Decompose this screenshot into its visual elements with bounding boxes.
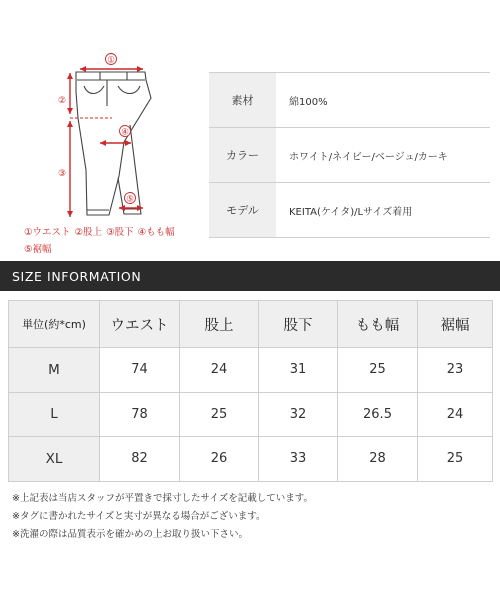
size-information-banner [0, 261, 500, 291]
legend-thigh: ④もも幅 [137, 227, 175, 238]
table-cell: 24 [418, 392, 493, 437]
waist-measure-line [80, 66, 143, 72]
table-cell: 25 [180, 392, 259, 437]
spec-value: ホワイト/ネイビー/ベージュ/カーキ [289, 151, 448, 163]
marker-1: ① [107, 55, 115, 66]
table-cell: 31 [259, 348, 338, 393]
table-cell: 74 [100, 348, 180, 393]
waist-header: ウエスト [100, 301, 180, 348]
marker-5: ⑤ [126, 194, 134, 205]
legend-hem: ⑤裾幅 [24, 244, 52, 255]
table-cell: 26 [180, 437, 259, 482]
size-label: M [9, 348, 100, 393]
table-cell: 25 [338, 348, 418, 393]
spec-label: モデル [209, 183, 276, 237]
size-label: L [9, 392, 100, 437]
marker-4: ④ [121, 127, 129, 138]
thigh-header: もも幅 [338, 301, 418, 348]
table-cell: 33 [259, 437, 338, 482]
table-row [9, 348, 493, 393]
measurement-legend [24, 224, 214, 258]
spec-row-model [209, 183, 490, 238]
spec-row-material [209, 73, 490, 128]
table-cell: 82 [100, 437, 180, 482]
legend-rise: ②股上 [74, 227, 103, 238]
table-cell: 28 [338, 437, 418, 482]
rise-measure-line [67, 73, 73, 114]
product-spec-table [209, 72, 490, 238]
size-table-header-row [9, 301, 493, 348]
legend-waist: ①ウエスト [24, 227, 71, 238]
spec-row-color [209, 128, 490, 183]
spec-label: 素材 [209, 73, 276, 127]
table-row [9, 437, 493, 482]
table-cell: 25 [418, 437, 493, 482]
inseam-header: 股下 [259, 301, 338, 348]
note-measurement: ※上記表は当店スタッフが平置きで採寸したサイズを記載しています。 [12, 493, 313, 504]
unit-header: 単位(約*cm) [9, 301, 100, 348]
table-cell: 32 [259, 392, 338, 437]
legend-inseam: ③股下 [106, 227, 134, 238]
inseam-measure-line [67, 121, 73, 217]
rise-header: 股上 [180, 301, 259, 348]
size-label: XL [9, 437, 100, 482]
marker-2: ② [57, 96, 67, 106]
banner-title: SIZE INFORMATION [12, 268, 142, 284]
table-cell: 26.5 [338, 392, 418, 437]
note-tag-size: ※タグに書かれたサイズと実寸が異なる場合がございます。 [12, 511, 266, 522]
note-washing: ※洗濯の際は品質表示を確かめの上お取り扱い下さい。 [12, 529, 248, 540]
table-cell: 23 [418, 348, 493, 393]
spec-value: KEITA(ケイタ)/Lサイズ着用 [289, 206, 413, 218]
spec-value: 綿100% [289, 96, 328, 108]
table-row [9, 392, 493, 437]
pants-measurement-diagram [0, 0, 205, 262]
table-cell: 78 [100, 392, 180, 437]
size-table [8, 300, 493, 482]
pants-illustration [0, 0, 205, 230]
table-cell: 24 [180, 348, 259, 393]
marker-3: ③ [57, 169, 67, 179]
hem-header: 裾幅 [418, 301, 493, 348]
notes [12, 490, 313, 544]
thigh-measure-line [100, 140, 131, 146]
spec-label: カラー [209, 128, 276, 182]
